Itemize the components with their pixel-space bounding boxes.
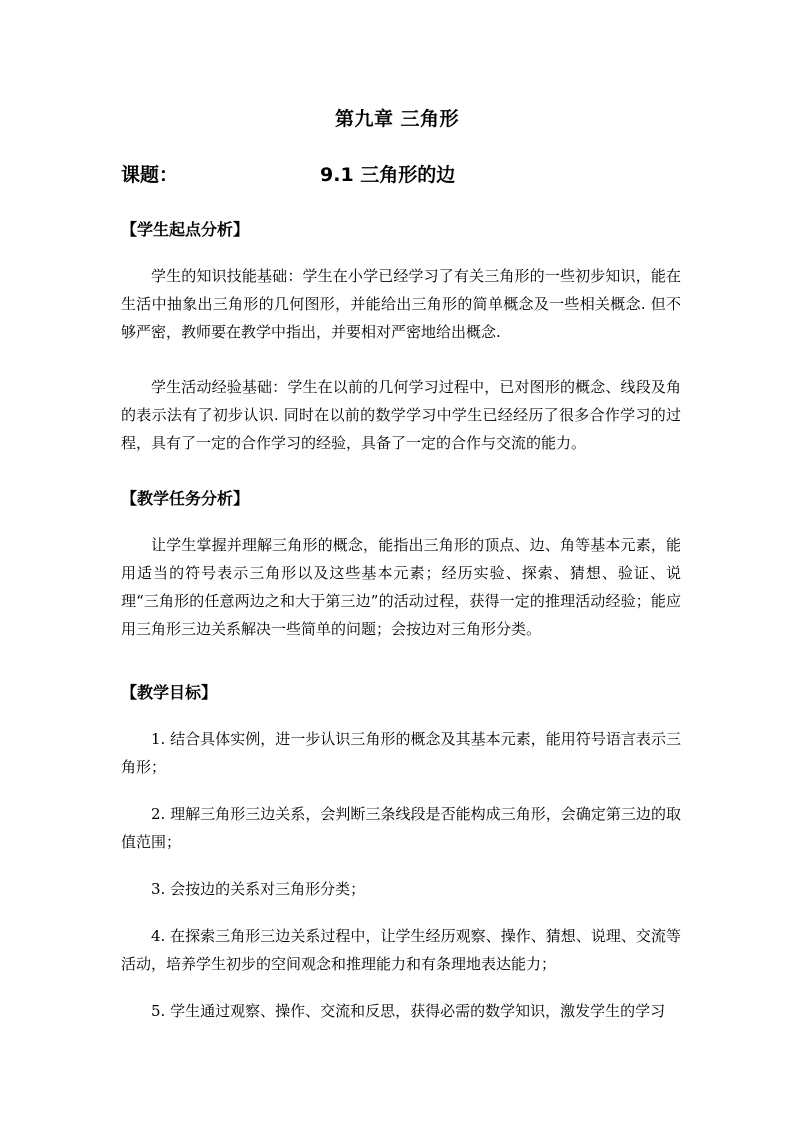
section-heading-student-analysis: 【学生起点分析】	[121, 220, 250, 239]
goal-item-2: 2. 理解三角形三边关系，会判断三条线段是否能构成三角形，会确定第三边的取值范围；	[121, 805, 681, 851]
paragraph-task-analysis: 让学生掌握并理解三角形的概念，能指出三角形的顶点、边、角等基本元素，能用适当的符号表示三角形以及这些基本元素；经历实验、探索、猜想、验证、说理“三角形的任意两边之和大于第三边”的活动过程，获得一定的推理活动经验；能应用三角形三边关系解决一些简单的问题；会按边对三角形分类。	[121, 536, 681, 638]
lesson-label: 课题：	[121, 164, 179, 186]
section-heading-teaching-goals: 【教学目标】	[121, 683, 218, 702]
chapter-title: 第九章 三角形	[334, 108, 460, 130]
goal-item-4: 4. 在探索三角形三边关系过程中，让学生经历观察、操作、猜想、说理、交流等活动，培养学生初步的空间观念和推理能力和有条理地表达能力；	[121, 927, 681, 973]
paragraph-knowledge-basis: 学生的知识技能基础：学生在小学已经学习了有关三角形的一些初步知识，能在生活中抽象出三角形的几何图形，并能给出三角形的简单概念及一些相关概念. 但不够严密，教师要在教学中指出，并要相对严密地给出概念.	[121, 267, 681, 341]
lesson-title: 9.1 三角形的边	[320, 164, 456, 186]
goal-item-3: 3. 会按边的关系对三角形分类；	[151, 880, 366, 898]
goal-item-1: 1. 结合具体实例，进一步认识三角形的概念及其基本元素，能用符号语言表示三角形；	[121, 730, 681, 776]
paragraph-experience-basis: 学生活动经验基础：学生在以前的几何学习过程中，已对图形的概念、线段及角的表示法有了初步认识. 同时在以前的数学学习中学生已经经历了很多合作学习的过程，具有了一定的合作学习的经验，具备了一定的合作与交流的能力。	[121, 378, 681, 452]
goal-item-5: 5. 学生通过观察、操作、交流和反思，获得必需的数学知识，激发学生的学习	[151, 1002, 666, 1020]
lesson-row	[121, 160, 681, 190]
section-heading-task-analysis: 【教学任务分析】	[121, 489, 250, 508]
